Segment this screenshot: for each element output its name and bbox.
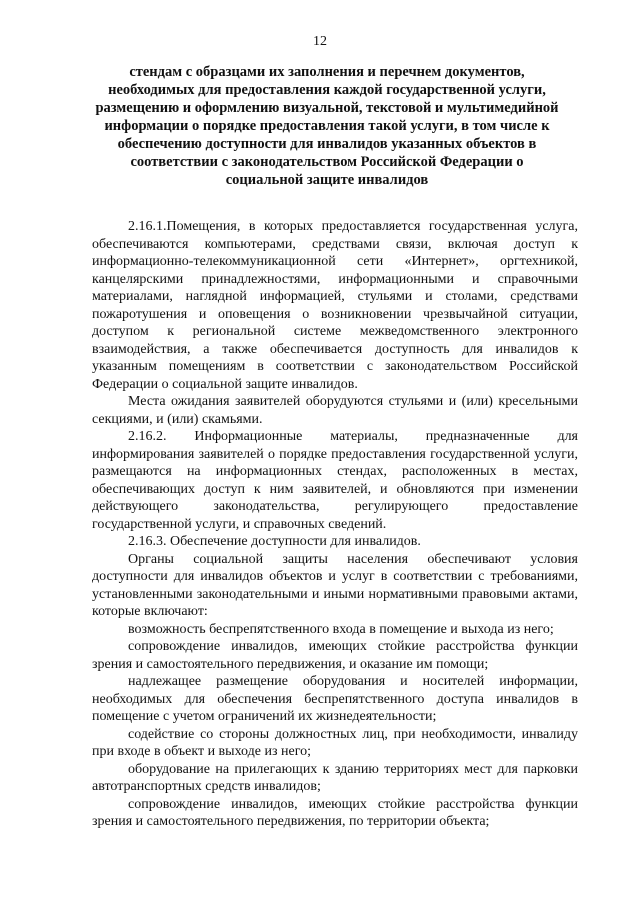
list-item: надлежащее размещение оборудования и носителей информации, необходимых для обеспечения беспрепятственного доступа инвалидов в помещение с учетом ограничений их жизнедеятельности; xyxy=(92,674,578,724)
list-item: содействие со стороны должностных лиц, при необходимости, инвалиду при входе в объект и выходе из него; xyxy=(92,726,578,759)
paragraph-2-16-3: 2.16.3. Обеспечение доступности для инвалидов. xyxy=(128,534,421,549)
paragraph-2-16-2: 2.16.2. Информационные материалы, предназначенные для информирования заявителей о порядке предоставления государственной услуги, размещаются на информационных стендах, расположенных в местах, обеспечивающих доступ к ним заявителей, и обновляются при изменении действующего законодательства, регулирующего предоставление государственной услуги, и справочных сведений. xyxy=(92,429,578,532)
list-item: возможность беспрепятственного входа в помещение и выхода из него; xyxy=(128,621,554,637)
list-item: оборудование на прилегающих к зданию территориях мест для парковки автотранспортных средств инвалидов; xyxy=(92,761,578,794)
paragraph-accessibility-conditions: Органы социальной защиты населения обеспечивают условия доступности для инвалидов объектов и услуг в соответствии с требованиями, установленными законодательными и иными нормативными правовыми актами, которые включают: xyxy=(92,551,578,619)
document-body xyxy=(92,218,578,831)
page-number: 12 xyxy=(313,34,327,49)
section-heading: стендам с образцами их заполнения и перечнем документов, необходимых для предоставления каждой государственной услуги, размещению и оформлению визуальной, текстовой и мультимедийной информации о порядке предоставления такой услуги, в том числе к обеспечению доступности для инвалидов указанных объектов в соответствии с законодательством Российской Федерации о социальной защите инвалидов xyxy=(95,64,559,188)
list-item: сопровождение инвалидов, имеющих стойкие расстройства функции зрения и самостоятельного передвижения, по территории объекта; xyxy=(92,796,578,829)
list-item: сопровождение инвалидов, имеющих стойкие расстройства функции зрения и самостоятельного передвижения, и оказание им помощи; xyxy=(92,639,578,672)
paragraph-waiting-areas: Места ожидания заявителей оборудуются стульями и (или) кресельными секциями, и (или) скамьями. xyxy=(92,394,578,427)
paragraph-2-16-1: 2.16.1.Помещения, в которых предоставляется государственная услуга, обеспечиваются компьютерами, средствами связи, включая доступ к информационно-телекоммуникационной сети «Интернет», оргтехникой, канцелярскими принадлежностями, информационными и справочными материалами, наглядной информацией, стульями и столами, средствами пожаротушения и оповещения о возникновении чрезвычайной ситуации, доступом к региональной системе межведомственного электронного взаимодействия, а также обеспечивается доступность для инвалидов к указанным помещениям в соответствии с законодательством Российской Федерации о социальной защите инвалидов. xyxy=(92,219,578,392)
